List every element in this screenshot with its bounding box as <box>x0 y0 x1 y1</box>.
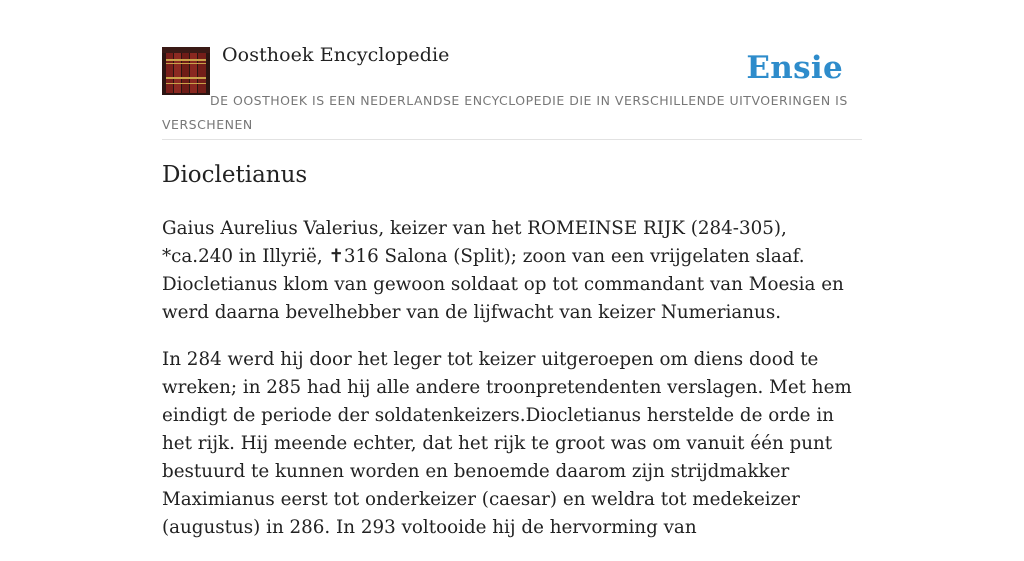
site-tagline: DE OOSTHOEK IS EEN NEDERLANDSE ENCYCLOPEDIE DIE IN VERSCHILLENDE UITVOERINGEN IS VERSCHENEN <box>162 93 848 132</box>
brand-logo[interactable]: Ensie <box>746 50 843 86</box>
site-avatar[interactable] <box>162 47 210 95</box>
site-header <box>162 0 862 140</box>
header-divider <box>162 139 862 140</box>
article-paragraph: In 284 werd hij door het leger tot keizer uitgeroepen om diens dood te wreken; in 285 had hij alle andere troonpretendenten verslagen. Met hem eindigt de periode der soldatenkeizers.Diocletianus herstelde de orde in het rijk. Hij meende echter, dat het rijk te groot was om vanuit één punt bestuurd te kunnen worden en benoemde daarom zijn strijdmakker Maximianus eerst tot onderkeizer (caesar) en weldra tot medekeizer (augustus) in 286. In 293 voltooide hij de hervorming van <box>162 349 852 538</box>
article-paragraph: Gaius Aurelius Valerius, keizer van het ROMEINSE RIJK (284-305), *ca.240 in Illyrië, ✝316 Salona (Split); zoon van een vrijgelaten slaaf. Diocletianus klom van gewoon soldaat op tot commandant van Moesia en werd daarna bevelhebber van de lijfwacht van keizer Numerianus. <box>162 218 844 323</box>
article-body <box>162 215 862 561</box>
article-title: Diocletianus <box>162 162 308 188</box>
encyclopedia-books-icon <box>162 47 210 95</box>
site-name[interactable]: Oosthoek Encyclopedie <box>222 44 450 66</box>
content-container <box>162 0 862 538</box>
